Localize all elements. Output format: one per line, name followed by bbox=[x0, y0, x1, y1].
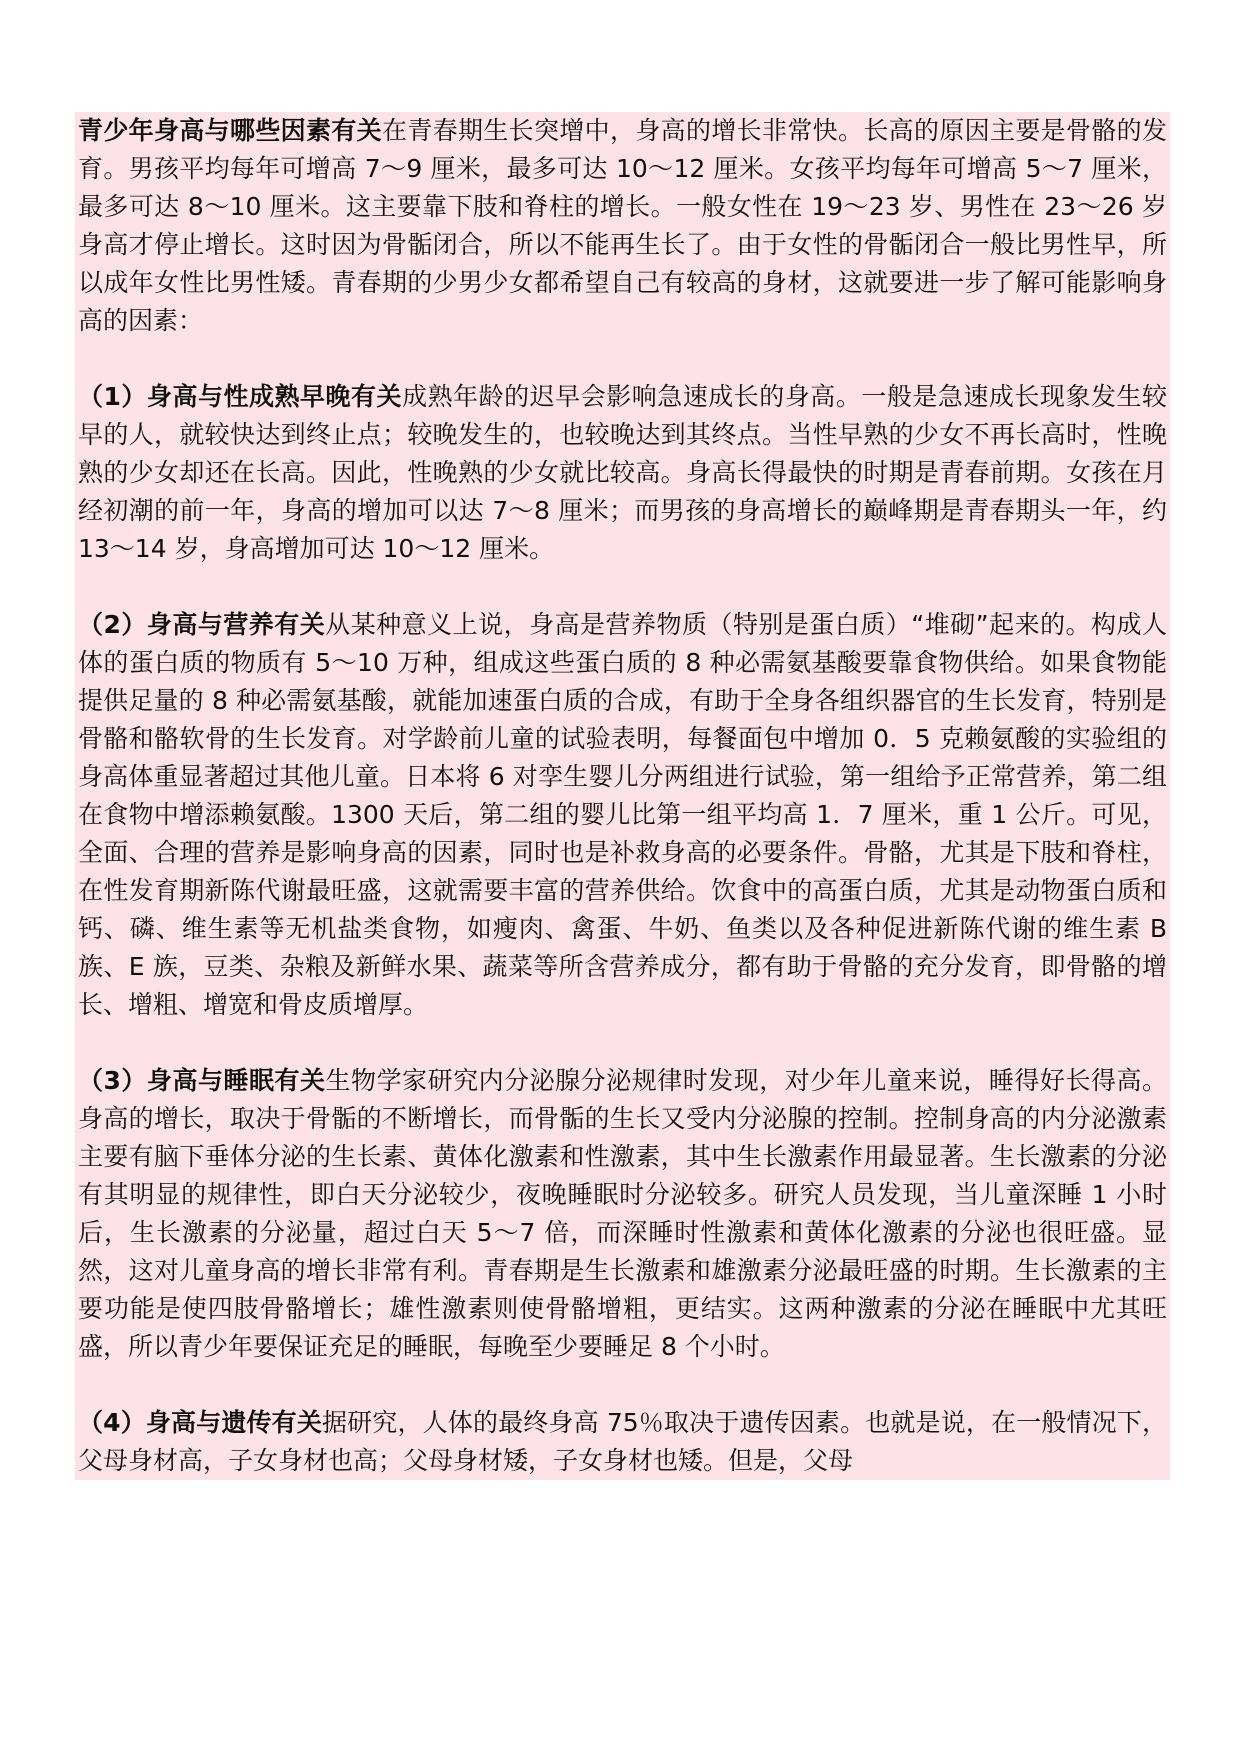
paragraph-text: 生物学家研究内分泌腺分泌规律时发现，对少年儿童来说，睡得好长得高。身高的增长，取决于骨骺的不断增长，而骨骺的生长又受内分泌腺的控制。控制身高的内分泌激素主要有脑下垂体分泌的生长素、黄体化激素和性激素，其中生长激素作用最显著。生长激素的分泌有其明显的规律性，即白天分泌较少，夜晚睡眠时分泌较多。研究人员发现，当儿童深睡 1 小时后，生长激素的分泌量，超过白天 5～7 倍，而深睡时性激素和黄体化激素的分泌也很旺盛。显然，这对儿童身高的增长非常有利。青春期是生长激素和雄激素分泌最旺盛的时期。生长激素的主要功能是使四肢骨骼增长；雄性激素则使骨骼增粗，更结实。这两种激素的分泌在睡眠中尤其旺盛，所以青少年要保证充足的睡眠，每晚至少要睡足 8 个小时。 bbox=[78, 1066, 1167, 1361]
paragraph-text: 成熟年龄的迟早会影响急速成长的身高。一般是急速成长现象发生较早的人，就较快达到终止点；较晚发生的，也较晚达到其终点。当性早熟的少女不再长高时，性晚熟的少女却还在长高。因此，性晚熟的少女就比较高。身高长得最快的时期是青春前期。女孩在月经初潮的前一年，身高的增加可以达 7～8 厘米；而男孩的身高增长的巅峰期是青春期头一年，约 13～14 岁，身高增加可达 10～12 厘米。 bbox=[78, 382, 1167, 563]
factor-nutrition-paragraph bbox=[78, 606, 1167, 1024]
paragraph-text: 据研究，人体的最终身高 75％取决于遗传因素。也就是说，在一般情况下，父母身材高，子女身材也高；父母身材矮，子女身材也矮。但是，父母 bbox=[78, 1408, 1167, 1475]
intro-paragraph bbox=[78, 112, 1167, 340]
paragraph-heading: 青少年身高与哪些因素有关 bbox=[78, 116, 382, 145]
paragraph-heading: （2）身高与营养有关 bbox=[78, 610, 326, 639]
paragraph-heading: （4）身高与遗传有关 bbox=[78, 1408, 322, 1437]
paragraph-text: 从某种意义上说，身高是营养物质（特别是蛋白质）“堆砌”起来的。构成人体的蛋白质的物质有 5～10 万种，组成这些蛋白质的 8 种必需氨基酸要靠食物供给。如果食物能提供足量的 8 种必需氨基酸，就能加速蛋白质的合成，有助于全身各组织器官的生长发育，特别是骨骼和骼软骨的生长发育。对学龄前儿童的试验表明，每餐面包中增加 0．5 克赖氨酸的实验组的身高体重显著超过其他儿童。日本将 6 对孪生婴儿分两组进行试验，第一组给予正常营养，第二组在食物中增添赖氨酸。1300 天后，第二组的婴儿比第一组平均高 1．7 厘米，重 1 公斤。可见，全面、合理的营养是影响身高的因素，同时也是补救身高的必要条件。骨骼，尤其是下肢和脊柱，在性发育期新陈代谢最旺盛，这就需要丰富的营养供给。饮食中的高蛋白质，尤其是动物蛋白质和钙、磷、维生素等无机盐类食物，如瘦肉、禽蛋、牛奶、鱼类以及各种促进新陈代谢的维生素 B 族、E 族，豆类、杂粮及新鲜水果、蔬菜等所含营养成分，都有助于骨骼的充分发育，即骨骼的增长、增粗、增宽和骨皮质增厚。 bbox=[78, 610, 1168, 1019]
document-body bbox=[75, 112, 1170, 1480]
paragraph-text: 在青春期生长突增中，身高的增长非常快。长高的原因主要是骨骼的发育。男孩平均每年可增高 7～9 厘米，最多可达 10～12 厘米。女孩平均每年可增高 5～7 厘米，最多可达 8～10 厘米。这主要靠下肢和脊柱的增长。一般女性在 19～23 岁、男性在 23～26 岁身高才停止增长。这时因为骨骺闭合，所以不能再生长了。由于女性的骨骺闭合一般比男性早，所以成年女性比男性矮。青春期的少男少女都希望自己有较高的身材，这就要进一步了解可能影响身高的因素： bbox=[78, 116, 1167, 335]
paragraph-heading: （3）身高与睡眠有关 bbox=[78, 1066, 326, 1095]
factor-heredity-paragraph bbox=[78, 1404, 1167, 1480]
factor-sleep-paragraph bbox=[78, 1062, 1167, 1366]
factor-maturity-paragraph bbox=[78, 378, 1167, 568]
paragraph-heading: （1）身高与性成熟早晚有关 bbox=[78, 382, 403, 411]
